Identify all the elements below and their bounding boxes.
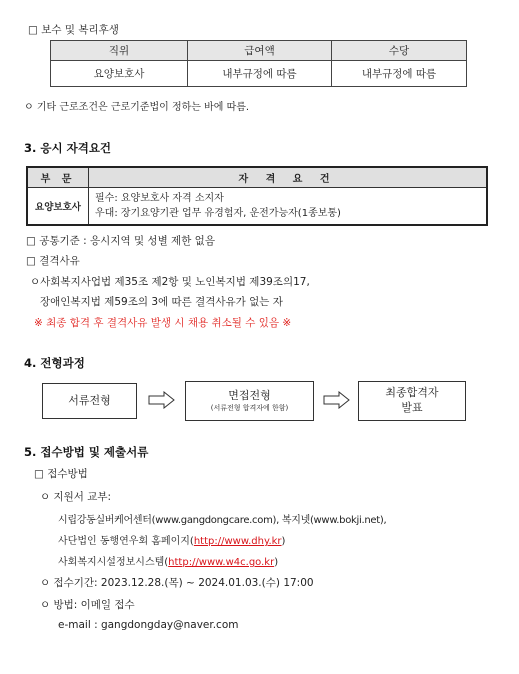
dhy-link[interactable]: http://www.dhy.kr	[193, 536, 282, 547]
pay-cell-salary: 내부규정에 따름	[188, 61, 332, 87]
section5-title: 5. 접수방법 및 제출서류	[24, 445, 149, 459]
process-step-final-line2: 발표	[401, 401, 423, 414]
pay-col-allowance: 수당	[332, 41, 467, 61]
pay-note: ㅇ 기타 근로조건은 근로기준법이 정하는 바에 따름.	[24, 102, 250, 113]
form-source-line3	[58, 553, 278, 568]
right-arrow-icon	[148, 391, 176, 409]
process-step-interview-label: 면접전형	[228, 388, 271, 402]
form-source-line2-text: 사단법인 동행연우회 홈페이지(	[58, 536, 194, 547]
section4-title: 4. 전형과정	[24, 356, 85, 370]
process-step-interview	[185, 381, 314, 421]
form-source-line3-text: 사회복지시설정보시스템(	[58, 557, 169, 568]
form-source-line2-end: )	[281, 536, 286, 547]
req-preferred: 우대: 장기요양기관 업무 유경험자, 운전가능자(1종보통)	[95, 208, 341, 219]
req-role: 요양보호사	[27, 188, 89, 226]
pay-cell-allowance: 내부규정에 따름	[332, 61, 467, 87]
process-step-document-label: 서류전형	[68, 393, 111, 407]
process-step-final	[358, 381, 466, 421]
contact-email: e-mail : gangdongday@naver.com	[58, 619, 239, 631]
pay-table	[50, 40, 467, 87]
req-col-division: 부 문	[27, 167, 89, 188]
application-method: ㅇ 방법: 이메일 접수	[40, 599, 135, 611]
pay-heading: □ 보수 및 복리후생	[28, 24, 119, 36]
right-arrow-icon	[323, 391, 351, 409]
process-step-document	[42, 383, 137, 419]
application-method-title: □ 접수방법	[34, 468, 88, 480]
req-required: 필수: 요양보호사 자격 소지자	[95, 193, 224, 204]
cancellation-warning: ※ 최종 합격 후 결격사유 발생 시 채용 취소될 수 있음 ※	[34, 317, 292, 329]
process-step-interview-note: (서류전형 합격자에 한함)	[210, 403, 289, 412]
application-period: ㅇ 접수기간: 2023.12.28.(목) ~ 2024.01.03.(수) 17:00	[40, 577, 314, 589]
w4c-link[interactable]: http://www.w4c.go.kr	[168, 557, 275, 568]
pay-cell-position: 요양보호사	[51, 61, 188, 87]
form-source-line1: 시립강동실버케어센터(www.gangdongcare.com), 복지넷(www.bokji.net),	[58, 515, 387, 526]
disqualification-title: □ 결격사유	[26, 255, 80, 267]
pay-col-position: 직위	[51, 41, 188, 61]
requirements-table	[26, 166, 488, 226]
form-distribution-label: ㅇ 지원서 교부:	[40, 491, 112, 503]
pay-col-salary: 급여액	[188, 41, 332, 61]
section3-title: 3. 응시 자격요건	[24, 141, 112, 155]
form-source-line2	[58, 532, 285, 547]
disqualification-line1: ㅇ사회복지사업법 제35조 제2항 및 노인복지법 제39조의17,	[30, 276, 310, 288]
process-step-final-line1: 최종합격자	[385, 386, 439, 400]
form-source-line3-end: )	[274, 557, 279, 568]
common-criteria: □ 공통기준 : 응시지역 및 성별 제한 없음	[26, 235, 215, 247]
req-col-requirements: 자 격 요 건	[89, 167, 488, 188]
disqualification-line2: 장애인복지법 제59조의 3에 따른 결격사유가 없는 자	[40, 296, 283, 308]
